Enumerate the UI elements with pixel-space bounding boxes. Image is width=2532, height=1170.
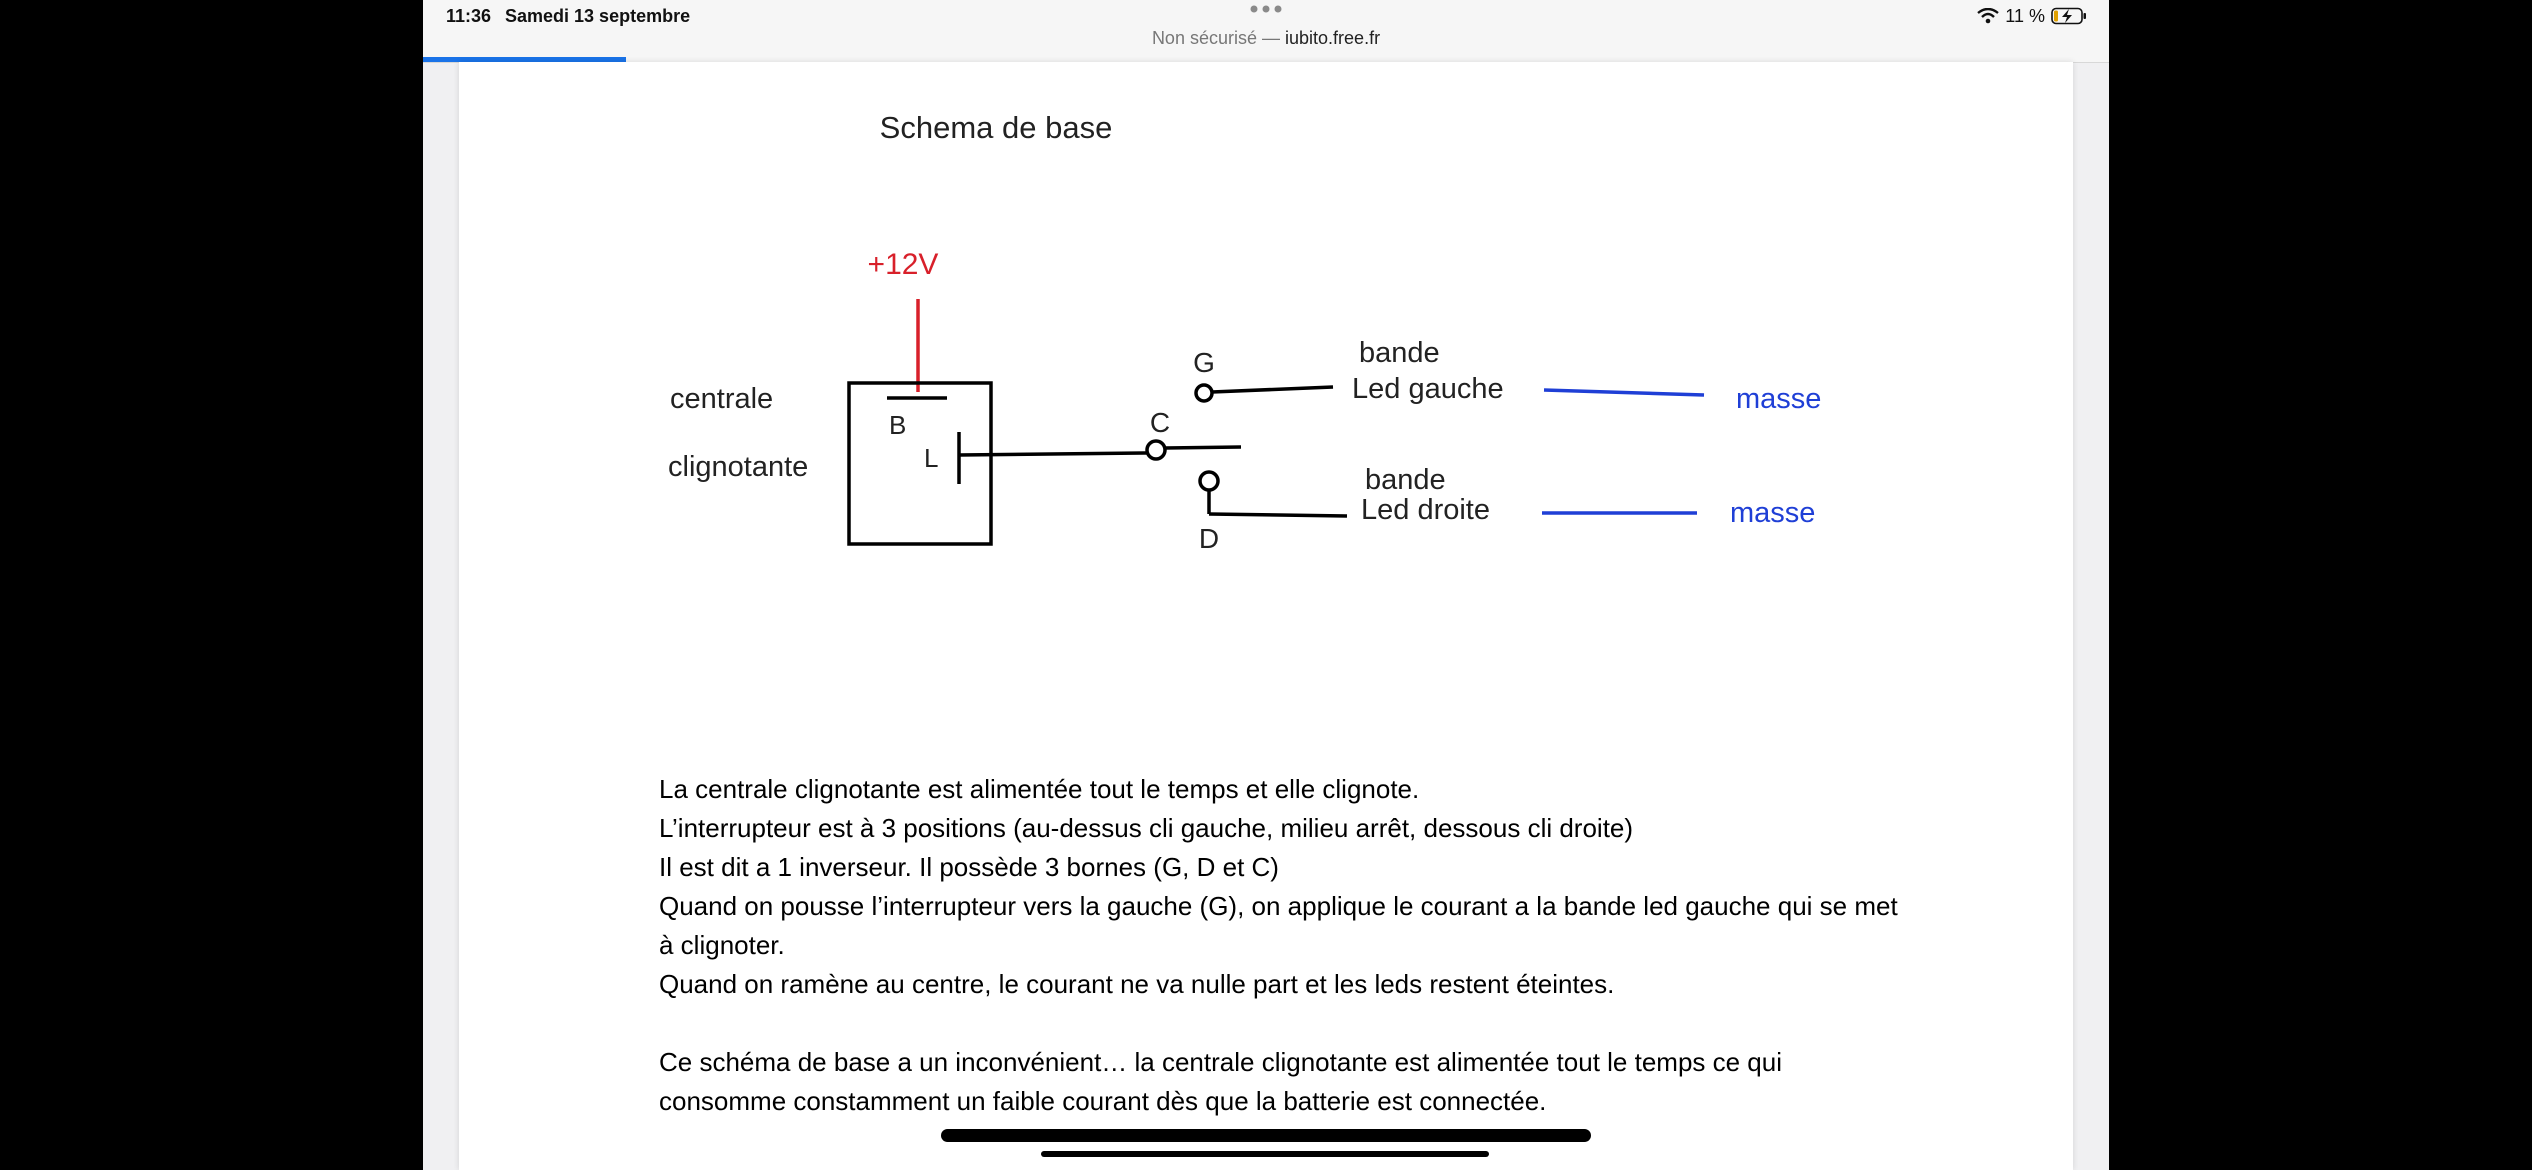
domain-label: iubito.free.fr bbox=[1285, 28, 1381, 48]
paragraph: La centrale clignotante est alimentée tout le temps et elle clignote. bbox=[659, 774, 1420, 804]
diagram-title: Schema de base bbox=[879, 110, 1113, 145]
clock: 11:36 bbox=[446, 6, 492, 26]
paragraph: Il est dit a 1 inverseur. Il possède 3 bornes (G, D et C) bbox=[659, 852, 1279, 882]
left-strip-wire bbox=[1212, 387, 1333, 392]
switch-g-terminal bbox=[1196, 385, 1212, 401]
date: Samedi 13 septembre bbox=[505, 6, 691, 26]
ground-label-left: masse bbox=[1736, 383, 1822, 415]
flasher-unit-box bbox=[849, 383, 991, 544]
paragraph: Ce schéma de base a un inconvénient… la centrale clignotante est alimentée tout le temps ce qui consomme constamment un faible courant dès que la batterie est connectée. bbox=[659, 1047, 1783, 1116]
switch-common-terminal bbox=[1147, 441, 1165, 459]
left-strip-label-line2: Led gauche bbox=[1352, 373, 1504, 405]
signal-wire bbox=[959, 453, 1147, 455]
home-indicator-secondary bbox=[1041, 1151, 1489, 1157]
paragraph: Quand on pousse l’interrupteur vers la gauche (G), on applique le courant a la bande led gauche qui se met à clignoter. bbox=[659, 891, 1898, 960]
document-page bbox=[459, 62, 2073, 1170]
left-ground-wire bbox=[1544, 390, 1704, 395]
status-indicators bbox=[1977, 5, 2087, 27]
wiring-diagram bbox=[459, 62, 2073, 722]
unit-label-line2: clignotante bbox=[668, 451, 809, 483]
right-strip-label-line2: Led droite bbox=[1361, 494, 1490, 526]
wifi-icon bbox=[1977, 8, 1999, 24]
terminal-b-label: B bbox=[889, 410, 907, 440]
terminal-l-label: L bbox=[924, 443, 939, 473]
left-strip-label-line1: bande bbox=[1359, 337, 1440, 369]
voltage-label: +12V bbox=[867, 248, 939, 281]
switch-g-label: G bbox=[1193, 347, 1215, 378]
article-text bbox=[659, 770, 1909, 1121]
address-bar[interactable] bbox=[423, 28, 2109, 49]
switch-d-terminal bbox=[1200, 472, 1218, 490]
paragraph: L’interrupteur est à 3 positions (au-dessus cli gauche, milieu arrêt, dessous cli droite) bbox=[659, 813, 1634, 843]
switch-c-label: C bbox=[1149, 407, 1171, 438]
unit-label-line1: centrale bbox=[670, 383, 774, 415]
home-indicator[interactable] bbox=[941, 1129, 1591, 1142]
screen bbox=[423, 0, 2109, 1170]
more-dots-icon[interactable] bbox=[1249, 4, 1283, 14]
switch-d-label: D bbox=[1198, 523, 1220, 554]
paragraph-spacer bbox=[659, 1004, 1909, 1043]
right-strip-wire bbox=[1209, 514, 1347, 516]
ground-label-right: masse bbox=[1730, 497, 1816, 529]
paragraph: Quand on ramène au centre, le courant ne va nulle part et les leds restent éteintes. bbox=[659, 969, 1615, 999]
status-bar bbox=[423, 0, 2109, 63]
switch-lever bbox=[1165, 447, 1241, 448]
security-label: Non sécurisé — bbox=[1151, 28, 1280, 48]
battery-charging-icon bbox=[2051, 7, 2087, 25]
battery-percent: 11 % bbox=[2005, 5, 2045, 26]
right-strip-label-line1: bande bbox=[1365, 464, 1446, 496]
